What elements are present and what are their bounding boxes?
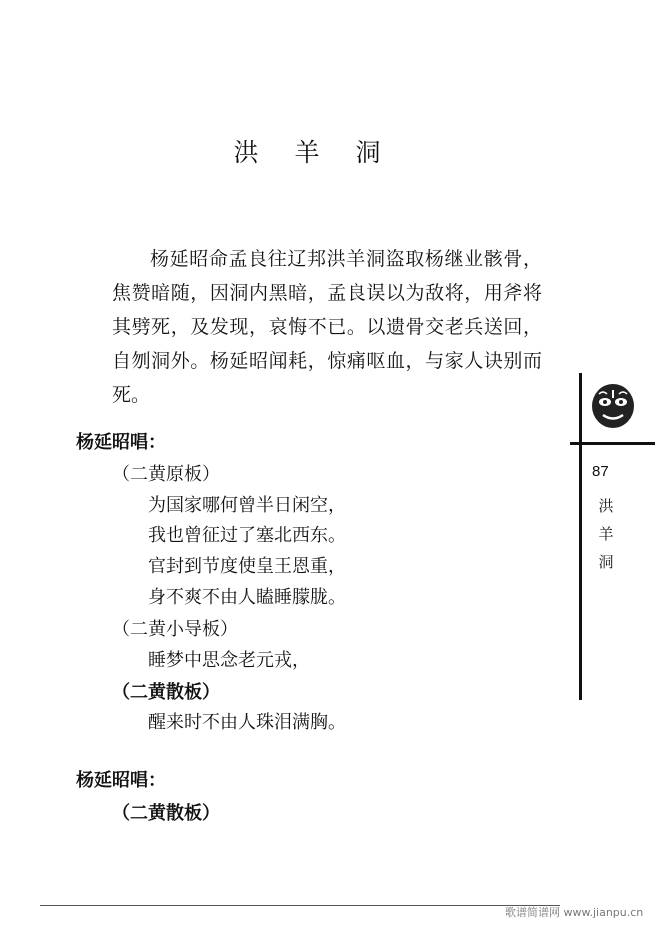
lyric-line: 为国家哪何曾半日闲空，: [148, 495, 346, 516]
opera-mask-icon: [589, 382, 637, 430]
tune-label: （二黄散板）: [112, 803, 220, 824]
footer-rule: [40, 905, 560, 906]
running-title: [596, 492, 616, 576]
watermark: 歌谱简谱网 www.jianpu.cn: [505, 906, 644, 919]
speaker-label: 杨延昭唱：: [76, 770, 166, 791]
margin-horizontal-rule: [570, 442, 655, 445]
page-number: 87: [592, 463, 609, 480]
tune-label: （二黄小导板）: [112, 619, 238, 640]
page-title: 洪 羊 洞: [233, 138, 395, 167]
speaker-label: 杨延昭唱：: [76, 432, 166, 453]
tune-label: （二黄散板）: [112, 682, 220, 703]
synopsis-text: 杨延昭命孟良往辽邦洪羊洞盗取杨继业骸骨，焦赞暗随，因洞内黑暗，孟良误以为敌将，用斧将其劈死，及发现，哀悔不已。以遗骨交老兵送回，自刎洞外。杨延昭闻耗，惊痛呕血，与家人诀别而死。: [112, 248, 542, 406]
lyric-line: 醒来时不由人珠泪满胸。: [148, 712, 346, 733]
synopsis-paragraph: [112, 242, 542, 412]
lyric-line: 官封到节度使皇王恩重，: [148, 556, 346, 577]
lyric-line: 身不爽不由人瞌睡朦胧。: [148, 587, 346, 608]
running-title-char: 羊: [598, 525, 614, 543]
tune-label: （二黄原板）: [112, 464, 220, 485]
margin-vertical-rule: [579, 373, 582, 700]
running-title-char: 洞: [598, 553, 614, 571]
running-title-char: 洪: [598, 497, 614, 515]
lyric-line: 睡梦中思念老元戎，: [148, 650, 310, 671]
lyric-line: 我也曾征过了塞北西东。: [148, 525, 346, 546]
